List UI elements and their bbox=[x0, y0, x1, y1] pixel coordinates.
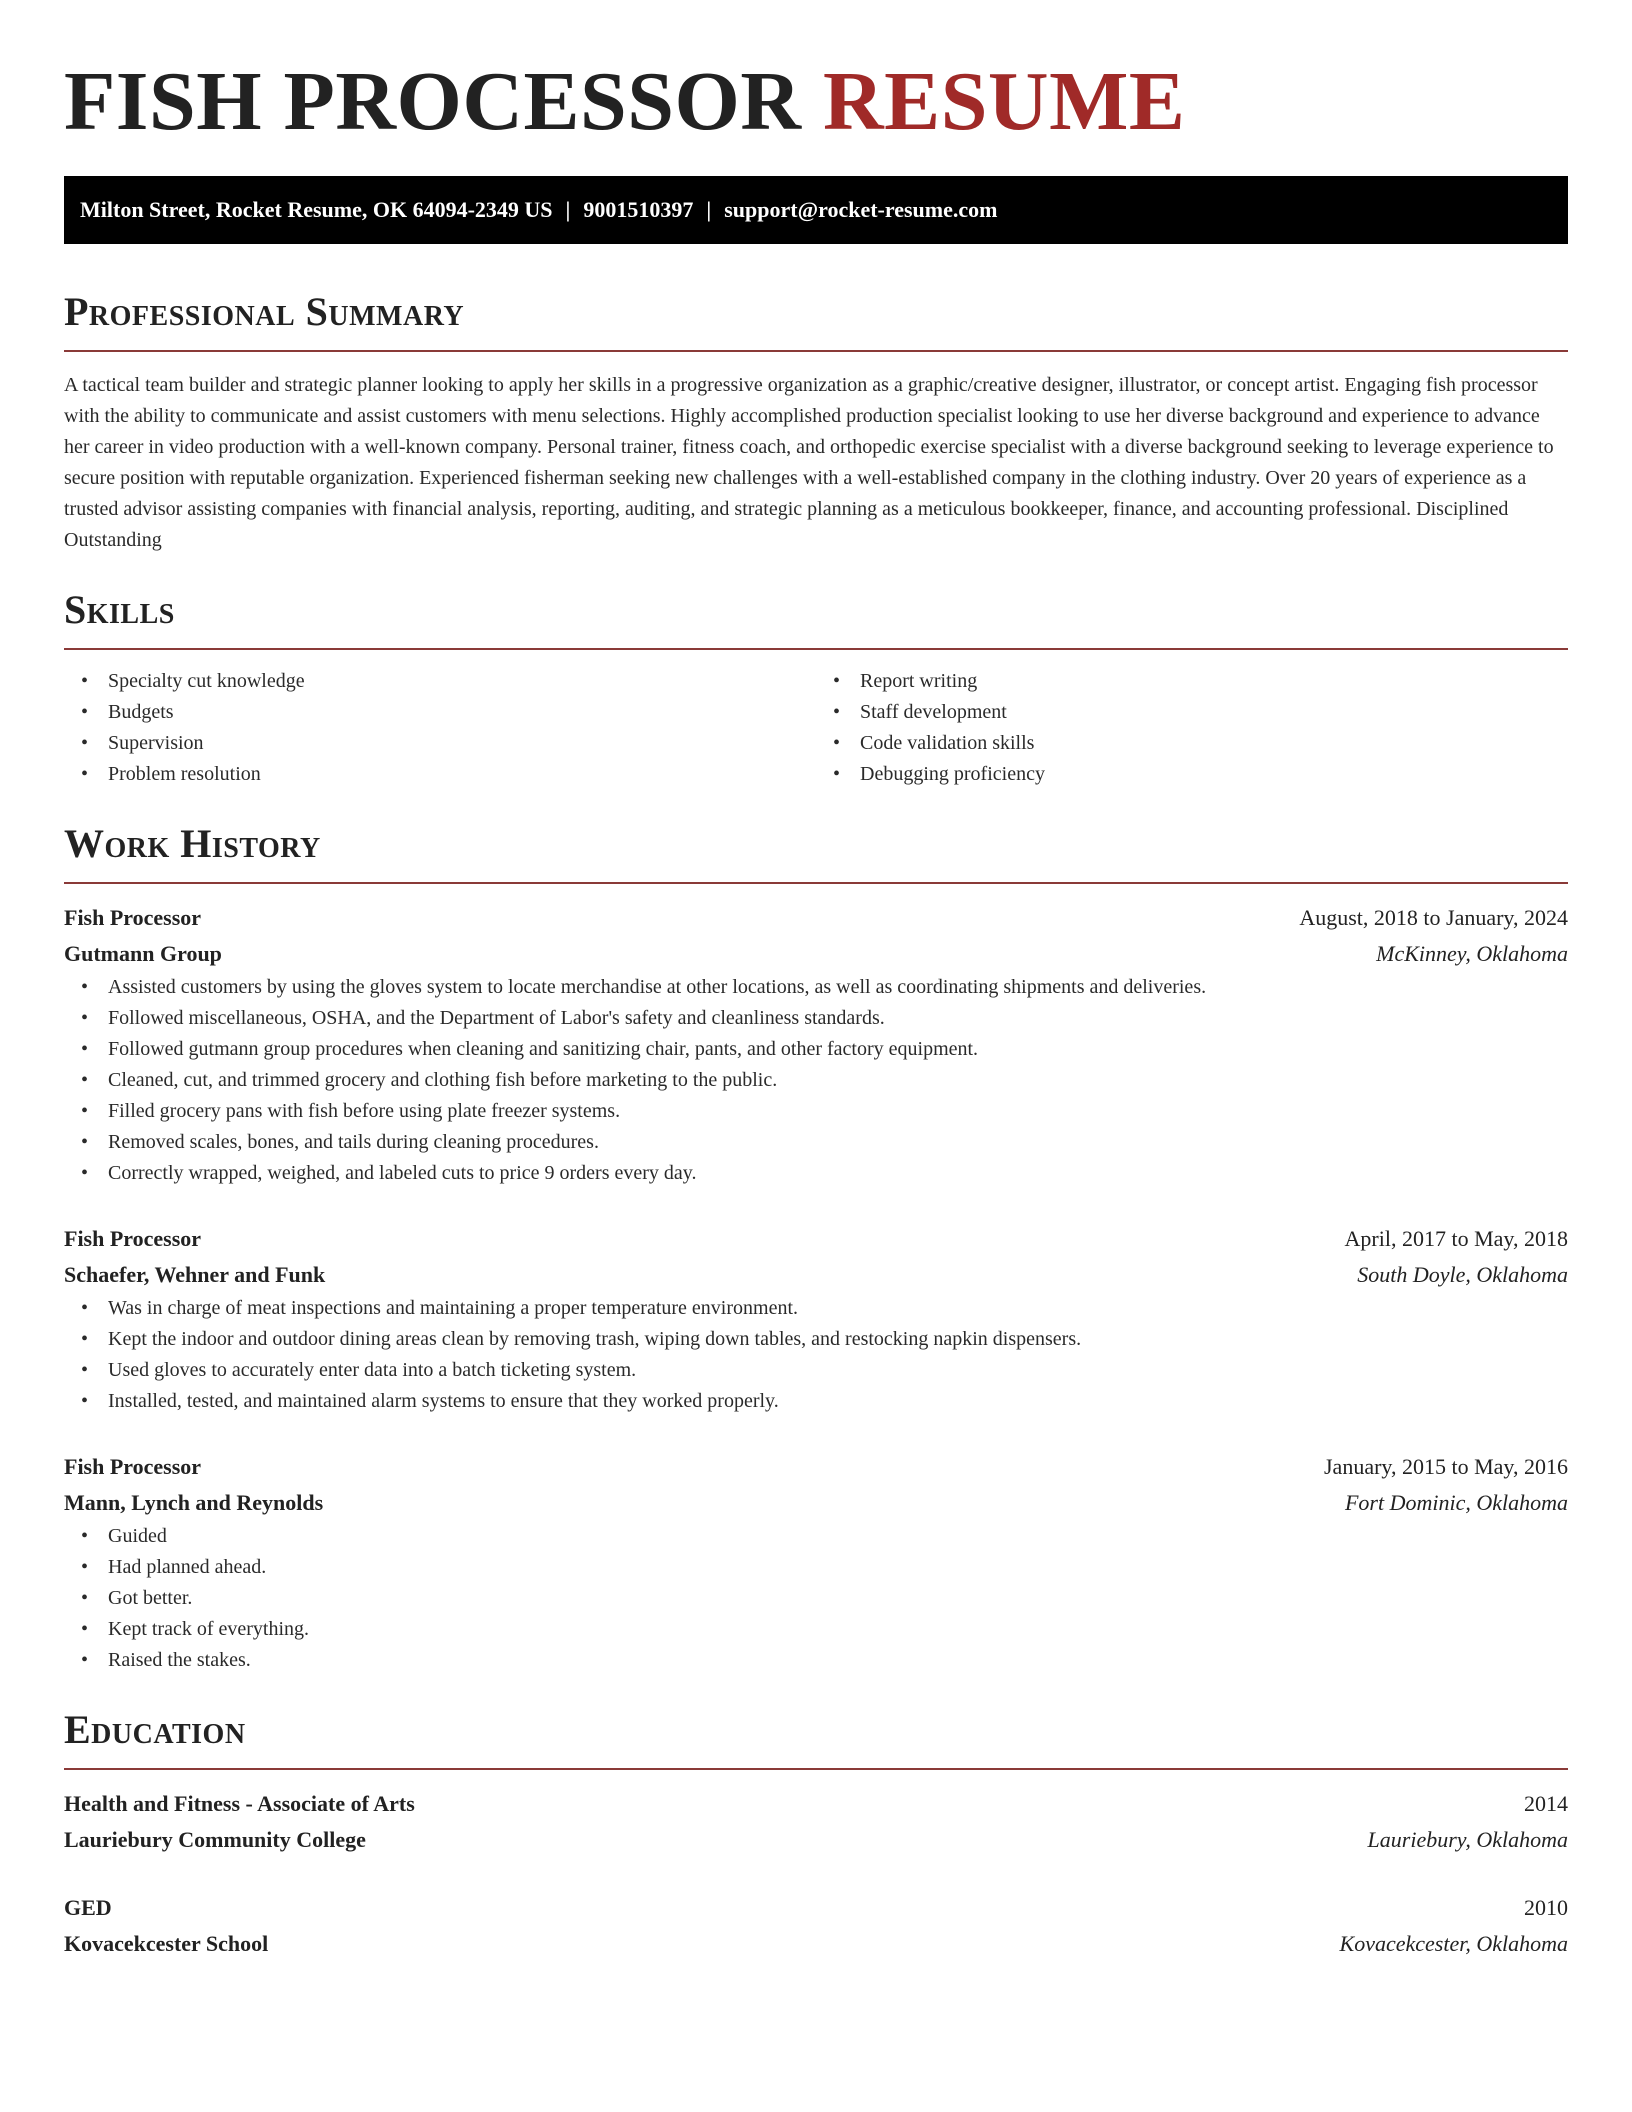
summary-section bbox=[64, 288, 1568, 556]
job-bullet: • Cleaned, cut, and trimmed grocery and clothing fish before marketing to the public. bbox=[108, 1065, 1568, 1096]
job-bullet: • Raised the stakes. bbox=[108, 1645, 1568, 1676]
contact-email[interactable]: support@rocket-resume.com bbox=[724, 197, 998, 222]
job-company-row bbox=[64, 936, 1568, 972]
job-bullet-list bbox=[64, 1293, 1568, 1417]
education-school-row bbox=[64, 1822, 1568, 1858]
skills-section bbox=[64, 586, 1568, 790]
education-school: Lauriebury Community College bbox=[64, 1827, 366, 1852]
section-divider bbox=[64, 350, 1568, 352]
job-entry bbox=[64, 900, 1568, 1189]
education-school: Kovacekcester School bbox=[64, 1931, 269, 1956]
job-bullet: • Correctly wrapped, weighed, and labeled cuts to price 9 orders every day. bbox=[108, 1158, 1568, 1189]
skills-list bbox=[816, 666, 1568, 790]
job-dates: August, 2018 to January, 2024 bbox=[1299, 905, 1568, 930]
job-bullet: • Kept the indoor and outdoor dining areas clean by removing trash, wiping down tables, and restocking napkin dispensers. bbox=[108, 1324, 1568, 1355]
job-company: Schaefer, Wehner and Funk bbox=[64, 1262, 326, 1287]
section-divider bbox=[64, 882, 1568, 884]
job-bullet: • Guided bbox=[108, 1521, 1568, 1552]
job-bullet: • Removed scales, bones, and tails during cleaning procedures. bbox=[108, 1127, 1568, 1158]
summary-text: A tactical team builder and strategic planner looking to apply her skills in a progressive organization as a graphic/creative designer, illustrator, or concept artist. Engaging fish processor with the ability to communicate and assist customers with menu selections. Highly accomplished production specialist looking to use her diverse background and experience to advance her career in video production with a well-known company. Personal trainer, fitness coach, and orthopedic exercise specialist with a diverse background seeking to leverage experience to secure position with reputable organization. Experienced fisherman seeking new challenges with a well-established company in the clothing industry. Over 20 years of experience as a trusted advisor assisting companies with financial analysis, reporting, auditing, and strategic planning as a meticulous bookkeeper, finance, and accounting professional. Disciplined Outstanding bbox=[64, 374, 1554, 551]
resume-title bbox=[64, 52, 1568, 152]
job-bullet: • Followed miscellaneous, OSHA, and the Department of Labor's safety and cleanliness standards. bbox=[108, 1003, 1568, 1034]
skills-list bbox=[64, 666, 816, 790]
skill-item: • Staff development bbox=[860, 697, 1568, 728]
skill-item: • Budgets bbox=[108, 697, 816, 728]
education-degree: GED bbox=[64, 1895, 112, 1920]
contact-address: Milton Street, Rocket Resume, OK 64094-2349 US bbox=[80, 197, 553, 222]
job-company: Gutmann Group bbox=[64, 941, 222, 966]
title-main: FISH PROCESSOR bbox=[64, 55, 802, 148]
skill-item: • Code validation skills bbox=[860, 728, 1568, 759]
education-degree-row bbox=[64, 1890, 1568, 1926]
work-history-section bbox=[64, 820, 1568, 1676]
skill-item: • Report writing bbox=[860, 666, 1568, 697]
skills-grid bbox=[64, 666, 1568, 790]
education-year: 2010 bbox=[1524, 1895, 1568, 1920]
job-title-row bbox=[64, 900, 1568, 936]
job-title-row bbox=[64, 1449, 1568, 1485]
job-dates: January, 2015 to May, 2016 bbox=[1324, 1454, 1568, 1479]
job-company: Mann, Lynch and Reynolds bbox=[64, 1490, 324, 1515]
section-heading-education: Education bbox=[64, 1707, 246, 1752]
skills-column-right bbox=[816, 666, 1568, 790]
job-bullet: • Kept track of everything. bbox=[108, 1614, 1568, 1645]
job-bullet-list bbox=[64, 1521, 1568, 1676]
contact-separator: | bbox=[565, 197, 571, 222]
job-title-row bbox=[64, 1221, 1568, 1257]
job-bullet: • Assisted customers by using the gloves system to locate merchandise at other locations, as well as coordinating shipments and deliveries. bbox=[108, 972, 1568, 1003]
education-degree-row bbox=[64, 1786, 1568, 1822]
title-accent: RESUME bbox=[823, 55, 1186, 148]
section-heading-summary: Professional Summary bbox=[64, 289, 465, 334]
job-bullet: • Had planned ahead. bbox=[108, 1552, 1568, 1583]
job-bullet: • Got better. bbox=[108, 1583, 1568, 1614]
job-bullet: • Was in charge of meat inspections and maintaining a proper temperature environment. bbox=[108, 1293, 1568, 1324]
skill-item: • Debugging proficiency bbox=[860, 759, 1568, 790]
job-location: Fort Dominic, Oklahoma bbox=[1344, 1490, 1568, 1515]
job-bullet-list bbox=[64, 972, 1568, 1189]
education-degree: Health and Fitness - Associate of Arts bbox=[64, 1791, 415, 1816]
job-bullet: • Used gloves to accurately enter data into a batch ticketing system. bbox=[108, 1355, 1568, 1386]
skill-item: • Specialty cut knowledge bbox=[108, 666, 816, 697]
job-location: McKinney, Oklahoma bbox=[1376, 941, 1568, 966]
contact-phone[interactable]: 9001510397 bbox=[583, 197, 694, 222]
section-heading-skills: Skills bbox=[64, 587, 175, 632]
education-entry bbox=[64, 1786, 1568, 1858]
job-bullet: • Installed, tested, and maintained alarm systems to ensure that they worked properly. bbox=[108, 1386, 1568, 1417]
section-divider bbox=[64, 648, 1568, 650]
section-divider bbox=[64, 1768, 1568, 1770]
education-location: Lauriebury, Oklahoma bbox=[1367, 1827, 1568, 1852]
job-title: Fish Processor bbox=[64, 1454, 202, 1479]
job-entry bbox=[64, 1221, 1568, 1417]
contact-separator: | bbox=[706, 197, 712, 222]
job-dates: April, 2017 to May, 2018 bbox=[1344, 1226, 1568, 1251]
job-entry bbox=[64, 1449, 1568, 1676]
job-title: Fish Processor bbox=[64, 905, 202, 930]
section-heading-work-history: Work History bbox=[64, 821, 321, 866]
contact-bar bbox=[64, 176, 1568, 244]
education-year: 2014 bbox=[1524, 1791, 1568, 1816]
skills-column-left bbox=[64, 666, 816, 790]
education-school-row bbox=[64, 1926, 1568, 1962]
job-title: Fish Processor bbox=[64, 1226, 202, 1251]
job-company-row bbox=[64, 1485, 1568, 1521]
education-section bbox=[64, 1706, 1568, 1962]
education-location: Kovacekcester, Oklahoma bbox=[1339, 1931, 1568, 1956]
job-company-row bbox=[64, 1257, 1568, 1293]
skill-item: • Supervision bbox=[108, 728, 816, 759]
job-location: South Doyle, Oklahoma bbox=[1357, 1262, 1568, 1287]
skill-item: • Problem resolution bbox=[108, 759, 816, 790]
job-bullet: • Filled grocery pans with fish before using plate freezer systems. bbox=[108, 1096, 1568, 1127]
job-bullet: • Followed gutmann group procedures when cleaning and sanitizing chair, pants, and other factory equipment. bbox=[108, 1034, 1568, 1065]
education-entry bbox=[64, 1890, 1568, 1962]
